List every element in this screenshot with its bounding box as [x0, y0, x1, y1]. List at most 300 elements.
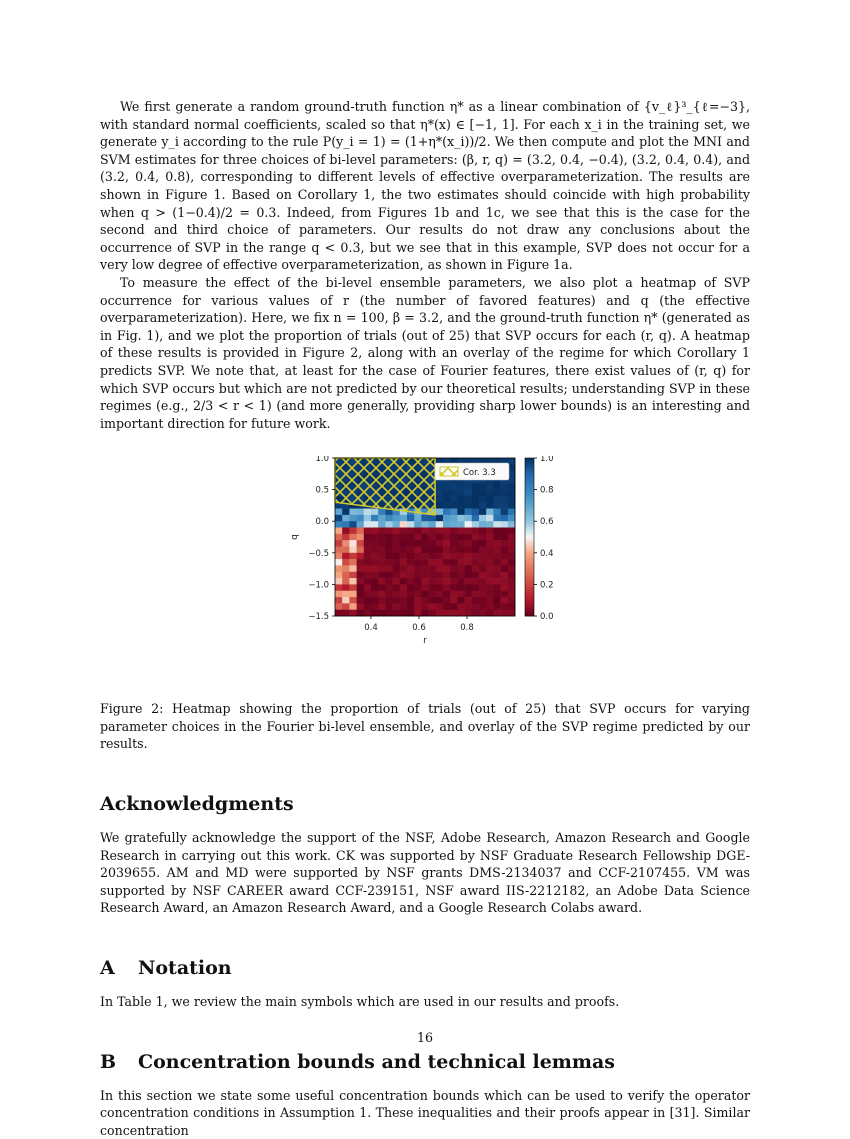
- heatmap-cell: [407, 521, 415, 528]
- heatmap-cell: [501, 540, 509, 547]
- colorbar-segment: [525, 490, 534, 493]
- heatmap-cell: [378, 547, 386, 554]
- heatmap-cell: [349, 572, 357, 579]
- heatmap-cell: [349, 515, 357, 522]
- heatmap-cell: [450, 540, 458, 547]
- heatmap-cell: [486, 515, 494, 522]
- heatmap-cell: [414, 591, 422, 598]
- section-concentration: [100, 1051, 750, 1139]
- heatmap-cell: [450, 610, 458, 617]
- colorbar-segment: [525, 608, 534, 611]
- heatmap-cell: [493, 610, 501, 617]
- heatmap-cell: [436, 597, 444, 604]
- heatmap-cell: [371, 547, 379, 554]
- heatmap-cell: [371, 597, 379, 604]
- colorbar-segment: [525, 558, 534, 561]
- heatmap-cell: [335, 540, 343, 547]
- heatmap-cell: [443, 540, 451, 547]
- colorbar-segment: [525, 535, 534, 538]
- heatmap-cell: [457, 528, 465, 535]
- colorbar-segment: [525, 582, 534, 585]
- colorbar-segment: [525, 461, 534, 464]
- heatmap-cell: [342, 528, 350, 535]
- heatmap-cell: [479, 484, 487, 491]
- heatmap-cell: [508, 515, 516, 522]
- heatmap-cell: [364, 534, 372, 541]
- heatmap-cell: [457, 604, 465, 611]
- heatmap-cell: [385, 515, 393, 522]
- colorbar-segment: [525, 466, 534, 469]
- heatmap-cell: [407, 578, 415, 585]
- heatmap-cell: [364, 578, 372, 585]
- heatmap-cell: [393, 521, 401, 528]
- heatmap-cell: [479, 534, 487, 541]
- heatmap-cell: [414, 572, 422, 579]
- heatmap-cell: [421, 559, 429, 566]
- figure-2: [100, 456, 750, 688]
- colorbar-segment: [525, 543, 534, 546]
- heatmap-cell: [501, 553, 509, 560]
- heatmap-cell: [465, 559, 473, 566]
- heatmap-cell: [493, 597, 501, 604]
- heatmap-cell: [443, 509, 451, 516]
- heatmap-cell: [508, 540, 516, 547]
- heatmap-cell: [493, 515, 501, 522]
- section-heading: [100, 1051, 750, 1073]
- heatmap-cell: [393, 534, 401, 541]
- heatmap-cell: [457, 591, 465, 598]
- heatmap-cell: [414, 528, 422, 535]
- heatmap-cell: [436, 585, 444, 592]
- heatmap-cell: [501, 572, 509, 579]
- heatmap-cell: [378, 578, 386, 585]
- heatmap-cell: [393, 540, 401, 547]
- heatmap-cell: [501, 515, 509, 522]
- heatmap-cell: [472, 572, 480, 579]
- heatmap-cell: [421, 604, 429, 611]
- heatmap-cell: [429, 585, 437, 592]
- heatmap-cell: [407, 534, 415, 541]
- heatmap-cell: [349, 604, 357, 611]
- heatmap-cell: [457, 610, 465, 617]
- heatmap-cell: [493, 604, 501, 611]
- heatmap-cell: [342, 540, 350, 547]
- heatmap-cell: [443, 604, 451, 611]
- heatmap-cell: [493, 547, 501, 554]
- heatmap-cell: [400, 547, 408, 554]
- y-tick-label: 0.0: [315, 517, 329, 528]
- heatmap-cell: [443, 484, 451, 491]
- heatmap-cell: [357, 610, 365, 617]
- colorbar-segment: [525, 532, 534, 535]
- colorbar-segment: [525, 477, 534, 480]
- heatmap-cell: [378, 572, 386, 579]
- heatmap-cell: [457, 578, 465, 585]
- heatmap-cell: [429, 591, 437, 598]
- heatmap-cell: [501, 484, 509, 491]
- heatmap-cell: [400, 559, 408, 566]
- x-tick-label: 0.8: [460, 623, 474, 634]
- heatmap-cell: [385, 528, 393, 535]
- colorbar-segment: [525, 574, 534, 577]
- heatmap-cell: [450, 484, 458, 491]
- heatmap-cell: [457, 559, 465, 566]
- heatmap-cell: [479, 547, 487, 554]
- heatmap-cell: [486, 528, 494, 535]
- heatmap-cell: [472, 585, 480, 592]
- heatmap-cell: [378, 585, 386, 592]
- heatmap-cell: [407, 604, 415, 611]
- heatmap-cell: [342, 547, 350, 554]
- heatmap-cell: [429, 534, 437, 541]
- heatmap-cell: [465, 515, 473, 522]
- heatmap-cell: [429, 521, 437, 528]
- heatmap-cell: [436, 496, 444, 503]
- heatmap-cell: [349, 591, 357, 598]
- heatmap-cell: [400, 604, 408, 611]
- heatmap-cell: [349, 521, 357, 528]
- colorbar-segment: [525, 595, 534, 598]
- heatmap-cell: [479, 610, 487, 617]
- heatmap-cell: [486, 585, 494, 592]
- colorbar-segment: [525, 564, 534, 567]
- paragraph-2: To measure the effect of the bi-level ensemble parameters, we also plot a heatmap of SVP occurrence for various values of r (the number of favored features) and q (the effective overparameterization). Here, we fix n = 100, β = 3.2, and the ground-truth function η* (generated as in Fig. 1), and we plot the proportion of trials (out of 25) that SVP occurs for each (r, q). A heatmap of these results is provided in Figure 2, along with an overlay of the regime for which Corollary 1 predicts SVP. We note that, at least for the case of Fourier features, there exist values of (r, q) for which SVP occurs but which are not predicted by our theoretical results; understanding SVP in these regimes (e.g., 2/3 < r < 1) (and more generally, providing sharp lower bounds) is an interesting and important direction for future work.: [100, 274, 750, 431]
- x-tick-label: 0.6: [412, 623, 426, 634]
- heatmap-cell: [450, 559, 458, 566]
- heatmap-cell: [357, 604, 365, 611]
- heatmap-cell: [429, 566, 437, 573]
- heatmap-cell: [465, 572, 473, 579]
- heatmap-cell: [465, 585, 473, 592]
- heatmap-cell: [472, 528, 480, 535]
- heatmap-cell: [393, 553, 401, 560]
- heatmap-cell: [393, 547, 401, 554]
- heatmap-cell: [371, 521, 379, 528]
- heatmap-cell: [465, 566, 473, 573]
- heatmap-cell: [479, 559, 487, 566]
- heatmap-cell: [421, 585, 429, 592]
- heatmap-cell: [472, 496, 480, 503]
- heatmap-cell: [450, 604, 458, 611]
- heatmap-cell: [407, 547, 415, 554]
- heatmap-cell: [508, 578, 516, 585]
- heatmap-cell: [508, 490, 516, 497]
- heatmap-cell: [465, 610, 473, 617]
- heatmap-cell: [357, 521, 365, 528]
- heatmap-cell: [479, 572, 487, 579]
- heatmap-cell: [371, 566, 379, 573]
- heatmap-cell: [436, 534, 444, 541]
- heatmap-cell: [508, 597, 516, 604]
- heatmap-cell: [342, 585, 350, 592]
- heatmap-cell: [421, 547, 429, 554]
- heatmap-cell: [364, 559, 372, 566]
- heatmap-cell: [371, 604, 379, 611]
- heatmap-cell: [393, 528, 401, 535]
- heatmap-cell: [357, 515, 365, 522]
- heatmap-cell: [371, 553, 379, 560]
- heatmap-cell: [436, 547, 444, 554]
- heatmap-cell: [400, 540, 408, 547]
- heatmap-cell: [414, 566, 422, 573]
- heatmap-cell: [371, 559, 379, 566]
- heatmap-cell: [457, 496, 465, 503]
- heatmap-cell: [393, 604, 401, 611]
- heatmap-cell: [429, 572, 437, 579]
- colorbar-segment: [525, 561, 534, 564]
- heatmap-cell: [357, 597, 365, 604]
- heatmap-cell: [385, 566, 393, 573]
- heatmap-cell: [486, 610, 494, 617]
- colorbar-segment: [525, 527, 534, 530]
- heatmap-cell: [385, 559, 393, 566]
- heatmap-cell: [472, 553, 480, 560]
- heatmap-cell: [501, 490, 509, 497]
- colorbar-segment: [525, 606, 534, 609]
- heatmap-cell: [501, 509, 509, 516]
- heatmap-cell: [436, 503, 444, 510]
- heatmap-cell: [493, 553, 501, 560]
- heatmap-cell: [479, 553, 487, 560]
- heatmap-cell: [364, 509, 372, 516]
- colorbar-segment: [525, 600, 534, 603]
- heatmap-cell: [364, 528, 372, 535]
- heatmap-cell: [443, 585, 451, 592]
- heatmap-cell: [429, 540, 437, 547]
- heatmap-cell: [465, 578, 473, 585]
- heatmap-cell: [443, 597, 451, 604]
- heatmap-cell: [378, 610, 386, 617]
- heatmap-cell: [407, 585, 415, 592]
- heatmap-cell: [349, 597, 357, 604]
- heatmap-cell: [436, 604, 444, 611]
- colorbar-segment: [525, 540, 534, 543]
- heatmap-cell: [371, 515, 379, 522]
- heatmap-cell: [349, 540, 357, 547]
- heatmap-cell: [501, 503, 509, 510]
- heatmap-cell: [436, 528, 444, 535]
- heatmap-cell: [385, 547, 393, 554]
- section-title: Acknowledgments: [100, 793, 294, 816]
- heatmap-cell: [486, 591, 494, 598]
- heatmap-cell: [457, 566, 465, 573]
- colorbar-segment: [525, 506, 534, 509]
- heatmap-cell: [371, 572, 379, 579]
- heatmap-cell: [508, 591, 516, 598]
- heatmap-cell: [407, 528, 415, 535]
- colorbar-segment: [525, 493, 534, 496]
- heatmap-cell: [414, 534, 422, 541]
- heatmap-cell: [342, 578, 350, 585]
- heatmap-cell: [501, 604, 509, 611]
- colorbar-segment: [525, 495, 534, 498]
- heatmap-cell: [407, 591, 415, 598]
- heatmap-cell: [414, 559, 422, 566]
- y-tick-label: −0.5: [308, 549, 329, 560]
- heatmap-cell: [385, 534, 393, 541]
- heatmap-cell: [508, 484, 516, 491]
- heatmap-cell: [429, 604, 437, 611]
- heatmap-cell: [421, 610, 429, 617]
- heatmap-cell: [450, 515, 458, 522]
- heatmap-cell: [393, 578, 401, 585]
- heatmap-cell: [450, 585, 458, 592]
- y-tick-label: 0.5: [315, 485, 329, 496]
- heatmap-cell: [450, 597, 458, 604]
- heatmap-cell: [378, 528, 386, 535]
- heatmap-cell: [472, 566, 480, 573]
- heatmap-cell: [508, 604, 516, 611]
- heatmap-cell: [371, 534, 379, 541]
- heatmap-cell: [364, 585, 372, 592]
- heatmap-cell: [479, 509, 487, 516]
- heatmap-cell: [508, 528, 516, 535]
- heatmap-cell: [414, 515, 422, 522]
- heatmap-cell: [342, 534, 350, 541]
- heatmap-cell: [508, 610, 516, 617]
- heatmap-cell: [443, 490, 451, 497]
- colorbar-segment: [525, 548, 534, 551]
- heatmap-cell: [457, 572, 465, 579]
- page-number: 16: [416, 1030, 434, 1045]
- colorbar-segment: [525, 587, 534, 590]
- heatmap-cell: [393, 515, 401, 522]
- heatmap-cell: [493, 566, 501, 573]
- colorbar-segment: [525, 537, 534, 540]
- heatmap-cell: [357, 534, 365, 541]
- y-axis-label: q: [290, 534, 300, 541]
- heatmap-cell: [465, 490, 473, 497]
- heatmap-cell: [429, 610, 437, 617]
- heatmap-cell: [501, 559, 509, 566]
- heatmap-cell: [501, 591, 509, 598]
- colorbar-segment: [525, 603, 534, 606]
- colorbar-segment: [525, 487, 534, 490]
- colorbar-segment: [525, 471, 534, 474]
- colorbar-segment: [525, 556, 534, 559]
- heatmap-cell: [357, 553, 365, 560]
- heatmap-cell: [421, 540, 429, 547]
- heatmap-cell: [443, 496, 451, 503]
- heatmap-cell: [457, 503, 465, 510]
- heatmap-cell: [472, 521, 480, 528]
- heatmap-cell: [450, 503, 458, 510]
- heatmap-cell: [443, 547, 451, 554]
- heatmap-cell: [421, 515, 429, 522]
- heatmap-cell: [342, 509, 350, 516]
- heatmap-cell: [378, 540, 386, 547]
- colorbar-segment: [525, 566, 534, 569]
- heatmap-cell: [378, 591, 386, 598]
- heatmap-cell: [436, 566, 444, 573]
- heatmap-cell: [479, 521, 487, 528]
- heatmap-cell: [472, 578, 480, 585]
- heatmap-cell: [443, 610, 451, 617]
- heatmap-cell: [472, 484, 480, 491]
- section-heading: [100, 793, 750, 815]
- heatmap-cell: [465, 534, 473, 541]
- heatmap-cell: [364, 547, 372, 554]
- heatmap-cell: [407, 597, 415, 604]
- section-title: Concentration bounds and technical lemmas: [138, 1050, 615, 1073]
- heatmap-cell: [508, 572, 516, 579]
- colorbar-tick-label: 0.6: [540, 517, 554, 528]
- heatmap-cell: [421, 528, 429, 535]
- heatmap-cell: [450, 534, 458, 541]
- heatmap-cell: [486, 496, 494, 503]
- heatmap-cell: [378, 534, 386, 541]
- heatmap-cell: [486, 521, 494, 528]
- heatmap-cell: [479, 578, 487, 585]
- colorbar-segment: [525, 458, 534, 461]
- heatmap-cell: [479, 585, 487, 592]
- heatmap-cell: [385, 591, 393, 598]
- heatmap-cell: [364, 566, 372, 573]
- heatmap-cell: [407, 515, 415, 522]
- heatmap-cell: [421, 591, 429, 598]
- heatmap-cell: [400, 566, 408, 573]
- heatmap-cell: [493, 484, 501, 491]
- heatmap-cell: [342, 521, 350, 528]
- heatmap-cell: [479, 496, 487, 503]
- heatmap-cell: [450, 490, 458, 497]
- heatmap-cell: [414, 578, 422, 585]
- heatmap-cell: [508, 509, 516, 516]
- section-title: Notation: [138, 957, 232, 980]
- heatmap-cell: [472, 534, 480, 541]
- colorbar-segment: [525, 521, 534, 524]
- heatmap-cell: [465, 484, 473, 491]
- heatmap-cell: [501, 566, 509, 573]
- colorbar-segment: [525, 516, 534, 519]
- heatmap-cell: [486, 566, 494, 573]
- colorbar-segment: [525, 585, 534, 588]
- heatmap-cell: [342, 566, 350, 573]
- heatmap-cell: [429, 597, 437, 604]
- heatmap-cell: [400, 553, 408, 560]
- heatmap-cell: [414, 585, 422, 592]
- heatmap-cell: [501, 496, 509, 503]
- y-tick-label: −1.0: [308, 580, 329, 591]
- heatmap-cell: [436, 610, 444, 617]
- heatmap-cell: [486, 540, 494, 547]
- heatmap-cell: [414, 604, 422, 611]
- heatmap-cell: [335, 591, 343, 598]
- heatmap-cell: [400, 578, 408, 585]
- heatmap-cell: [378, 521, 386, 528]
- colorbar-segment: [525, 469, 534, 472]
- heatmap-cell: [486, 547, 494, 554]
- heatmap-cell: [407, 566, 415, 573]
- heatmap-cell: [508, 547, 516, 554]
- heatmap-cell: [508, 503, 516, 510]
- colorbar-segment: [525, 508, 534, 511]
- heatmap-cell: [450, 528, 458, 535]
- heatmap-cell: [371, 540, 379, 547]
- heatmap-cell: [371, 528, 379, 535]
- heatmap-cell: [357, 591, 365, 598]
- heatmap-cell: [364, 521, 372, 528]
- heatmap-cell: [364, 553, 372, 560]
- heatmap-cell: [342, 604, 350, 611]
- heatmap-cell: [508, 566, 516, 573]
- heatmap-cell: [436, 591, 444, 598]
- heatmap-cell: [385, 610, 393, 617]
- colorbar-tick-label: 0.8: [540, 485, 554, 496]
- colorbar-segment: [525, 553, 534, 556]
- heatmap-cell: [436, 521, 444, 528]
- colorbar-segment: [525, 545, 534, 548]
